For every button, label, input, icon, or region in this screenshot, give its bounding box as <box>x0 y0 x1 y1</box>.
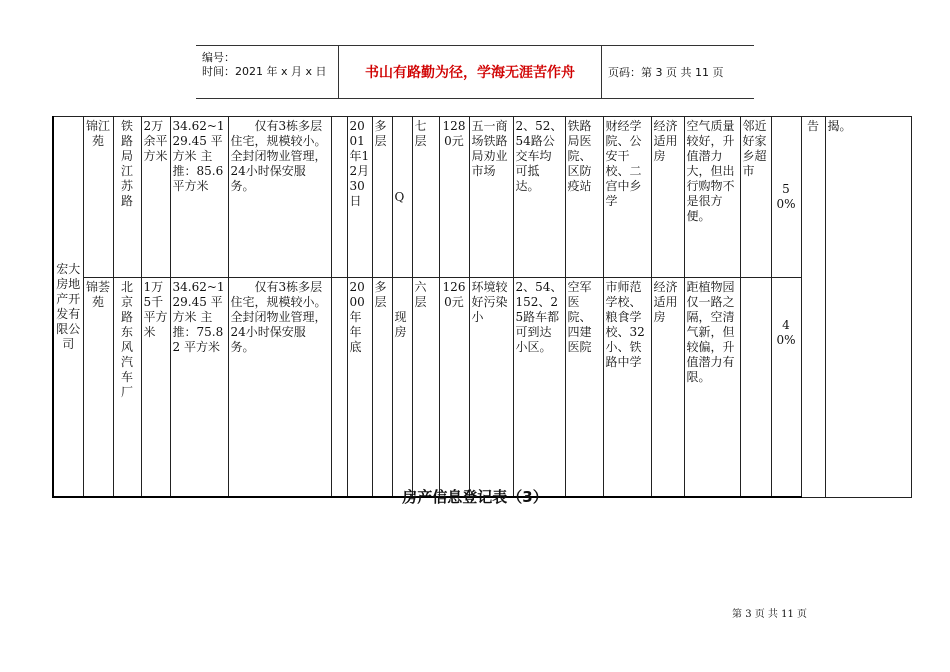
area-cell: 1万5千平方米 <box>141 278 170 498</box>
page-footer: 第 3 页 共 11 页 <box>732 609 807 620</box>
time-label: 时间：2021 年 x 月 x 日 <box>202 65 327 78</box>
estate-name: 锦江苑 <box>83 117 113 278</box>
header-meta <box>196 46 338 98</box>
price-cell: 1280元 <box>439 117 469 278</box>
transport-cell: 2、52、54路公交车均可抵达。 <box>513 117 565 278</box>
type-cell-2: 现房 <box>392 278 412 498</box>
number-label: 编号： <box>202 51 235 64</box>
sales-rate-cell: 50% <box>771 117 801 278</box>
header-motto: 书山有路勤为径，学海无涯苦作舟 <box>338 46 602 98</box>
unit-area-cell: 34.62~129.45 平方米 主推：75.82 平方米 <box>170 278 228 498</box>
estate-name: 锦荟苑 <box>83 278 113 498</box>
schools-cell: 市师范学校、粮食学校、32小、铁路中学 <box>603 278 651 498</box>
transport-cell: 2、54、152、25路车都可到达小区。 <box>513 278 565 498</box>
developer-cell: 宏大房地产开发有限公司 <box>53 117 83 498</box>
note-cell-1: 告 <box>801 117 825 498</box>
schools-cell: 财经学院、公安干校、二宫中乡学 <box>603 117 651 278</box>
neighbors-cell: 邻近好家乡超市 <box>740 117 771 278</box>
blank-cell <box>331 278 347 498</box>
date-cell: 2000年年底 <box>347 278 372 498</box>
document-title: 房产信息登记表（3） <box>402 488 548 506</box>
description-cell: 仅有3栋多层住宅，规模较小。全封闭物业管理，24小时保安服务。 <box>228 278 331 498</box>
sales-rate-cell: 40% <box>771 278 801 498</box>
price-cell: 1260元 <box>439 278 469 498</box>
suitability-cell: 经济适用房 <box>651 278 684 498</box>
note-cell-2: 揭。 <box>825 117 911 498</box>
table-row <box>53 117 911 278</box>
floors-cell: 六层 <box>412 278 439 498</box>
unit-area-cell: 34.62~129.45 平方米 主推：85.6 平方米 <box>170 117 228 278</box>
location-cell: 铁路局江苏路 <box>113 117 141 278</box>
date-cell: 2001年12月30日 <box>347 117 372 278</box>
location-cell: 北京路东风汽车厂 <box>113 278 141 498</box>
property-table <box>52 116 912 498</box>
area-cell: 2万余平方米 <box>141 117 170 278</box>
type-cell: 多层 <box>372 278 392 498</box>
page-header <box>196 45 754 99</box>
neighbors-cell <box>740 278 771 498</box>
hospital-cell: 铁路局医院、区防疫站 <box>565 117 603 278</box>
blank-cell <box>331 117 347 278</box>
type-cell-2: Q <box>392 117 412 278</box>
description-cell: 仅有3栋多层住宅，规模较小。全封闭物业管理，24小时保安服务。 <box>228 117 331 278</box>
table-row <box>53 278 911 498</box>
type-cell: 多层 <box>372 117 392 278</box>
market-cell: 环境较好污染小 <box>469 278 513 498</box>
hospital-cell: 空军医院、四建医院 <box>565 278 603 498</box>
header-page-label: 页码：第 3 页 共 11 页 <box>608 66 724 79</box>
suitability-cell: 经济适用房 <box>651 117 684 278</box>
market-cell: 五一商场铁路局劝业市场 <box>469 117 513 278</box>
environment-cell: 空气质量较好，升值潜力大，但出行购物不是很方便。 <box>684 117 740 278</box>
floors-cell: 七层 <box>412 117 439 278</box>
environment-cell: 距植物园仅一路之隔，空清气新，但较偏，升值潜力有限。 <box>684 278 740 498</box>
